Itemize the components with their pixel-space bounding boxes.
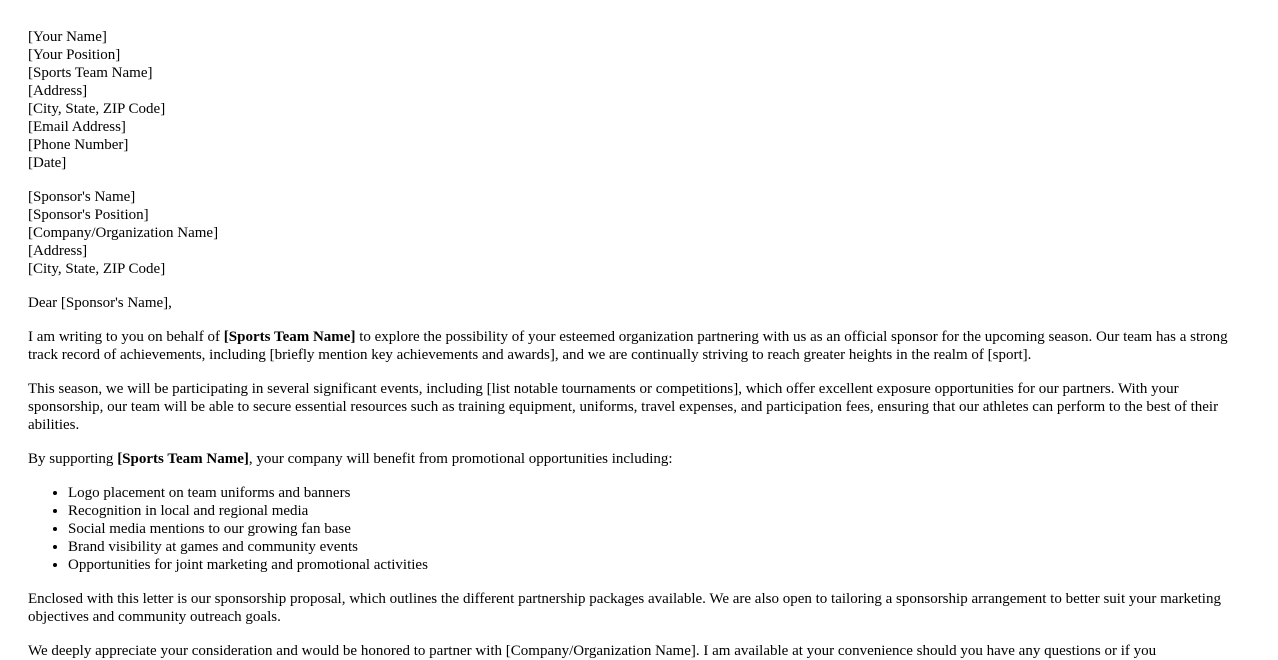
- benefits-text-before: By supporting: [28, 451, 118, 467]
- benefits-list: [28, 484, 1250, 574]
- recipient-organization: [Company/Organization Name]: [28, 225, 219, 241]
- sender-email: [Email Address]: [28, 119, 126, 135]
- season-paragraph: This season, we will be participating in several significant events, including [list notable tournaments or competitions], which offer excellent exposure opportunities for our partners. With your sponsorship, our team will be able to secure essential resources such as training equipment, uniforms, travel expenses, and participation fees, ensuring that our athletes can perform to the best of their abilities.: [28, 381, 1219, 433]
- benefit-item: • Social media mentions to our growing fan base: [68, 520, 1250, 538]
- sender-address-block: [28, 28, 1250, 172]
- benefits-intro-paragraph: [28, 450, 1250, 468]
- benefits-team-name: [Sports Team Name]: [117, 451, 249, 467]
- recipient-city-state-zip: [City, State, ZIP Code]: [28, 261, 166, 277]
- benefit-item: • Opportunities for joint marketing and promotional activities: [68, 556, 1250, 574]
- sender-name: [Your Name]: [28, 29, 107, 45]
- intro-text-before: I am writing to you on behalf of: [28, 329, 224, 345]
- benefit-item: • Recognition in local and regional media: [68, 502, 1250, 520]
- recipient-address-block: [28, 188, 1250, 278]
- sender-team-name: [Sports Team Name]: [28, 65, 153, 81]
- recipient-position: [Sponsor's Position]: [28, 207, 149, 223]
- sender-city-state-zip: [City, State, ZIP Code]: [28, 101, 166, 117]
- benefit-item: • Logo placement on team uniforms and banners: [68, 484, 1250, 502]
- salutation: Dear [Sponsor's Name],: [28, 295, 172, 311]
- recipient-name: [Sponsor's Name]: [28, 189, 136, 205]
- sender-position: [Your Position]: [28, 47, 121, 63]
- benefit-item: • Brand visibility at games and community events: [68, 538, 1250, 556]
- intro-paragraph: [28, 328, 1250, 364]
- intro-text-after: to explore the possibility of your esteemed organization partnering with us as an official sponsor for the upcoming season. Our team has a strong track record of achievements, including [briefly mention key achievements and awards], and we are continually striving to reach greater heights in the realm of [sport].: [28, 329, 1228, 363]
- sender-address: [Address]: [28, 83, 88, 99]
- recipient-address: [Address]: [28, 243, 88, 259]
- sender-phone: [Phone Number]: [28, 137, 129, 153]
- benefits-text-after: , your company will benefit from promotional opportunities including:: [248, 451, 673, 467]
- intro-team-name: [Sports Team Name]: [223, 329, 356, 345]
- proposal-paragraph: Enclosed with this letter is our sponsorship proposal, which outlines the different partnership packages available. We are also open to tailoring a sponsorship arrangement to better suit your marketing objectives and community outreach goals.: [28, 591, 1221, 625]
- letter-date: [Date]: [28, 155, 67, 171]
- closing-paragraph: We deeply appreciate your consideration and would be honored to partner with [Company/Organization Name]. I am available at your convenience should you have any questions or if you: [28, 643, 1157, 659]
